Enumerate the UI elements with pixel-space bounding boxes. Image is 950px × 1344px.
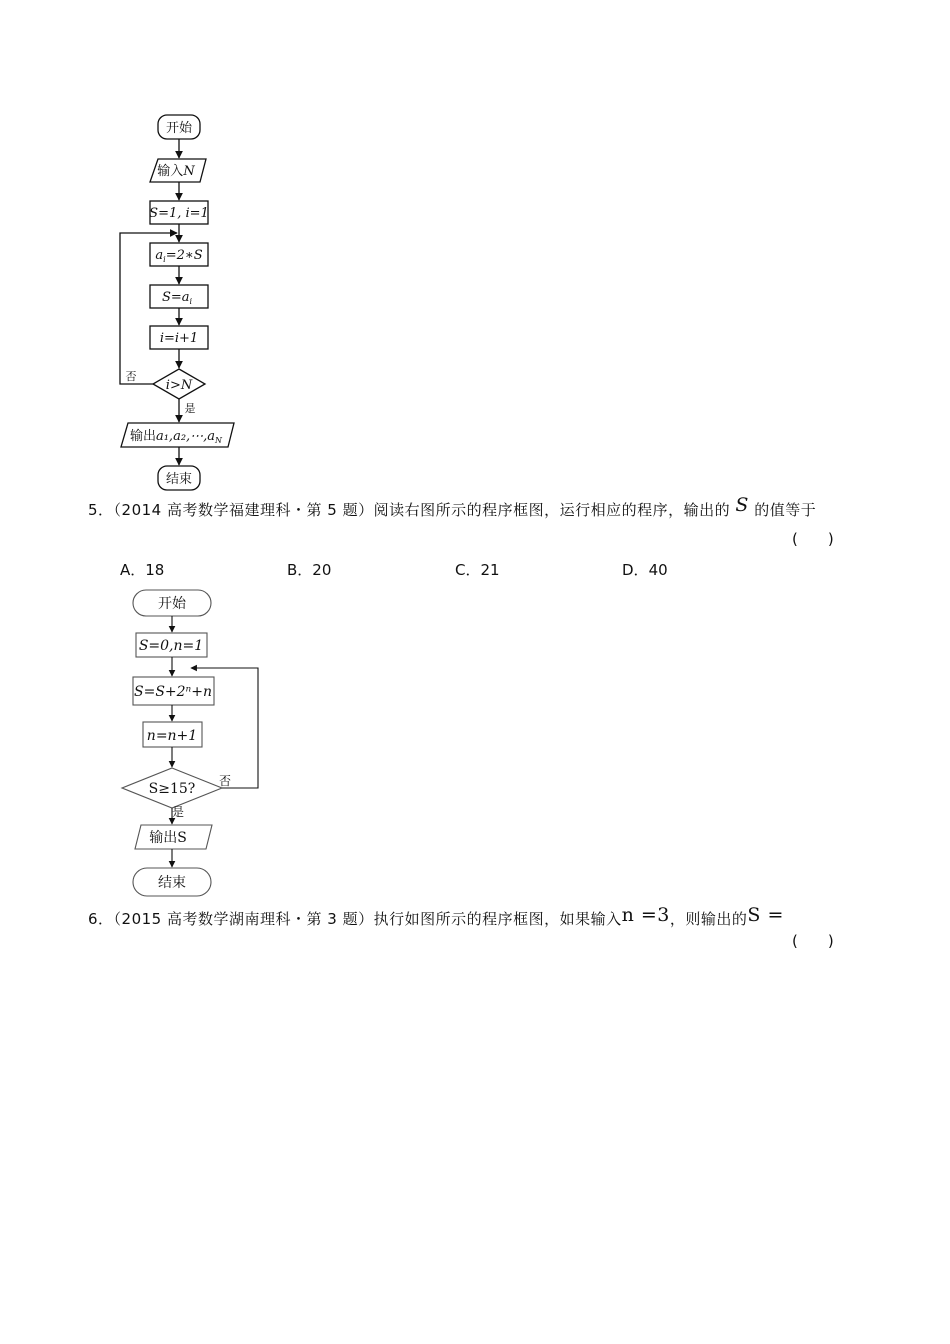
fc2-end-label: 结束 [158, 875, 186, 891]
fc2-yes-label: 是 [171, 805, 185, 819]
fc1-i-label: i=i+1 [159, 331, 199, 346]
fc1-start-label: 开始 [165, 121, 193, 136]
fc2-init-label: S=0,n=1 [138, 638, 204, 654]
q5-answer-paren: ( ) [792, 530, 834, 548]
fc1-output-prefix: 输出 [129, 429, 156, 444]
q5-var: S [735, 494, 749, 516]
fc1-output-vars: a₁,a₂,⋯,a [155, 429, 216, 444]
flowchart-2 [0, 580, 950, 905]
q6-number: 6． [88, 910, 114, 928]
svg-text:输入N [157, 163, 195, 179]
fc1-s-label: S=a [161, 290, 190, 305]
fc2-no-label: 否 [218, 774, 232, 788]
fc2-cond-label: S≥15? [148, 781, 196, 797]
svg-text:ai=2∗S: $a_i=2∗S$ [155, 248, 203, 264]
q5-option-b: B．20 [287, 561, 332, 579]
svg-text:输出a₁,a₂,⋯,aN: 输出$a_1,a_2,\cdots,a_N$ [129, 429, 223, 445]
q5-text: 阅读右图所示的程序框图，运行相应的程序，输出的 [373, 501, 731, 519]
q5-source: （2014 高考数学福建理科・第 5 题） [113, 501, 374, 519]
q5-text-after: 的值等于 [754, 501, 817, 519]
question-5 [88, 494, 817, 520]
q5-option-c: C．21 [455, 561, 500, 579]
q6-text-mid: ，则输出的 [669, 910, 748, 928]
q6-source: （2015 高考数学湖南理科・第 3 题） [113, 910, 374, 928]
q5-option-d: D．40 [622, 561, 668, 579]
fc1-input-var: N [183, 164, 195, 179]
fc1-yes-label: 是 [184, 402, 196, 415]
q5-number: 5． [88, 501, 114, 519]
fc1-cond-label: i>N [165, 378, 193, 393]
q5-option-a: A．18 [120, 561, 165, 579]
fc1-no-label: 否 [125, 370, 137, 383]
svg-text:S=ai: $S=a_i$ [161, 290, 193, 306]
fc1-end-label: 结束 [165, 472, 193, 487]
fc2-inc-label: n=n+1 [146, 728, 198, 744]
fc2-output-label: 输出S [149, 830, 187, 846]
fc1-ai-label: =2∗S [165, 248, 203, 263]
fc2-update-label: S=S+2ⁿ+n [134, 684, 212, 700]
fc1-input-label: 输入 [157, 164, 184, 179]
flowchart-1 [0, 0, 950, 500]
q6-text: 执行如图所示的程序框图，如果输入 [373, 910, 622, 928]
q6-answer-paren: ( ) [792, 932, 834, 950]
q6-output-expr: S = [747, 904, 784, 926]
question-6 [88, 904, 784, 929]
q6-input-expr: n =3 [621, 904, 670, 926]
fc2-start-label: 开始 [158, 596, 186, 612]
fc1-init-label: S=1, i=1 [149, 206, 209, 221]
